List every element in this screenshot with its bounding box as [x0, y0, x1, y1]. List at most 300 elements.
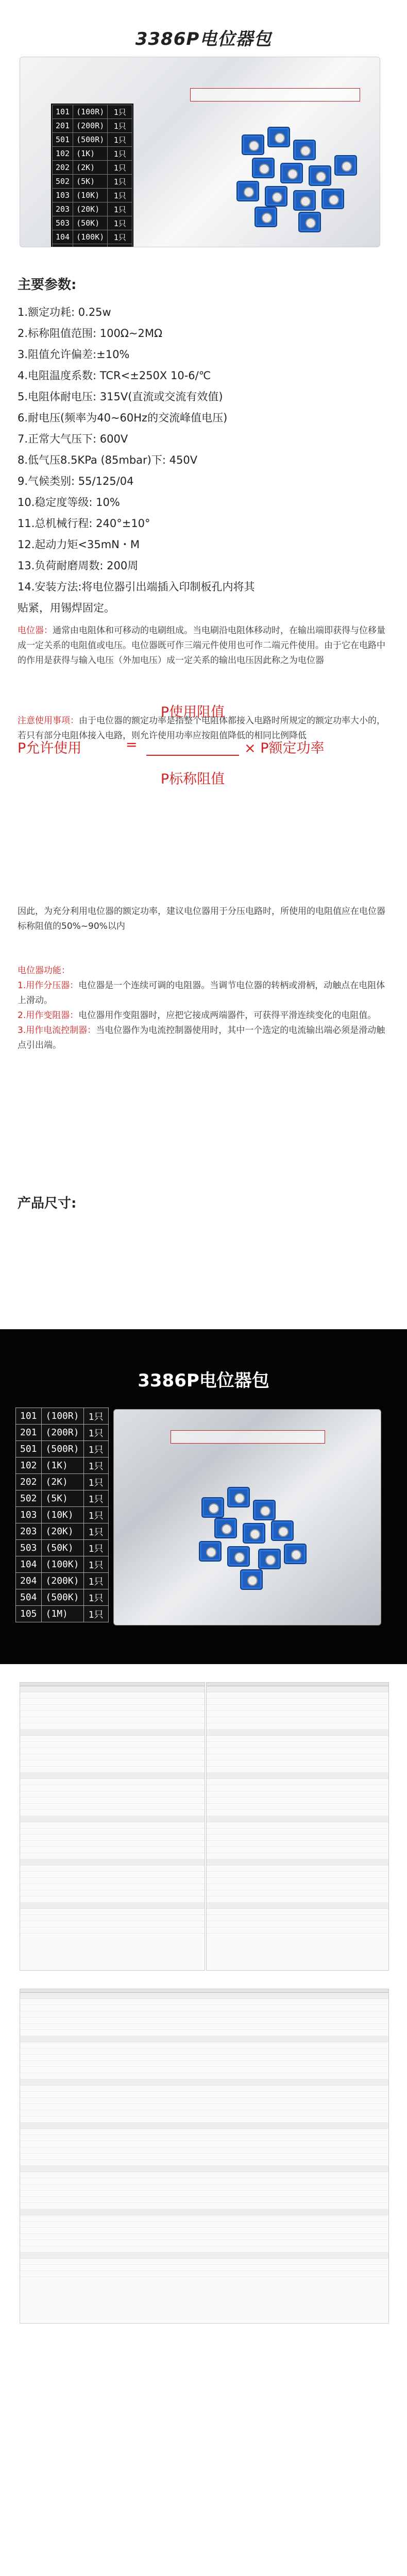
sheet-row	[207, 1816, 388, 1822]
sheet-row	[207, 1835, 388, 1841]
table-cell-code: 204	[16, 1573, 42, 1589]
sheet-row	[207, 1884, 388, 1890]
potentiometer-image	[243, 1523, 265, 1544]
sheet-row	[20, 2018, 388, 2024]
spec-item: 11.总机械行程: 240°±10°	[18, 517, 150, 530]
table-cell-qty: 1只	[83, 1556, 108, 1573]
product-title: 3386P电位器包	[135, 29, 272, 49]
sheet-row	[20, 1890, 205, 1896]
table-cell-code	[53, 244, 73, 248]
table-cell-code: 201	[16, 1425, 42, 1441]
formula-right-text: P额定功率	[260, 740, 325, 756]
table-cell-code: 103	[53, 189, 73, 202]
sheet-row	[207, 1890, 388, 1896]
sheet-row	[20, 1993, 388, 1999]
function-item	[18, 1008, 388, 1023]
sheet-row	[20, 1692, 205, 1699]
sheet-row	[207, 1730, 388, 1736]
sheet-row	[20, 1915, 205, 1921]
sheet-row	[20, 1723, 205, 1730]
sheet-row	[20, 1748, 205, 1754]
sheet-row	[20, 1736, 205, 1742]
sheet-row	[20, 1872, 205, 1878]
spec-item: 14.安装方法:将电位器引出端插入印制板孔内将其	[18, 581, 255, 593]
sheet-row	[20, 1866, 205, 1872]
table-row	[53, 133, 132, 147]
potentiometer-image	[214, 1518, 237, 1538]
sheet-row	[20, 2086, 388, 2092]
sheet-row	[207, 1748, 388, 1754]
table-row	[16, 1474, 109, 1490]
datasheet-section	[0, 1242, 407, 2535]
sheet-row	[20, 1847, 205, 1853]
function-text: 电位器用作变阻器时，应把它接成两端器件，可获得平滑连续变化的电阻值。	[78, 1010, 377, 1021]
sheet-row	[20, 1760, 205, 1767]
sheet-row	[20, 2073, 388, 2079]
sheet-row	[207, 1859, 388, 1866]
table-cell-ohm: (500K)	[41, 1589, 83, 1606]
sheet-row	[20, 1841, 205, 1847]
table-row	[16, 1573, 109, 1589]
specs-list	[18, 302, 388, 619]
sheet-row	[207, 1810, 388, 1816]
potentiometer-image	[240, 1569, 263, 1590]
sheet-row	[20, 1903, 205, 1909]
table-cell-qty: 1只	[108, 161, 132, 175]
sheet-row	[20, 2160, 388, 2166]
hero-section	[0, 0, 407, 268]
potentiometer-image	[265, 186, 287, 207]
table-row	[16, 1425, 109, 1441]
resistance-table	[14, 1406, 110, 1623]
table-cell-ohm: (500R)	[41, 1441, 83, 1458]
sheet-row	[20, 1859, 205, 1866]
potentiometer-image	[293, 190, 316, 211]
sheet-row	[20, 2055, 388, 2061]
table-cell-ohm: (100R)	[41, 1408, 83, 1425]
sheet-row	[20, 1828, 205, 1835]
table-cell-ohm: (100K)	[73, 230, 108, 244]
function-item	[18, 1023, 388, 1053]
potentiometer-image	[201, 1497, 224, 1518]
function-label: 1.用作分压器：	[18, 980, 79, 991]
sheet-row	[20, 1767, 205, 1773]
product-bag-image	[20, 57, 380, 247]
table-cell-qty: 1只	[83, 1441, 108, 1458]
potentiometer-image	[236, 181, 259, 201]
sheet-row	[207, 1804, 388, 1810]
table-cell-ohm: (200K)	[41, 1573, 83, 1589]
table-cell-ohm: (50K)	[73, 216, 108, 230]
sheet-row	[20, 2104, 388, 2110]
sheet-row	[20, 2197, 388, 2203]
table-cell-qty: 1只	[83, 1490, 108, 1507]
sheet-row	[20, 2116, 388, 2123]
sheet-row	[20, 1791, 205, 1798]
sheet-row	[20, 1798, 205, 1804]
sheet-row	[207, 1773, 388, 1779]
table-cell-ohm: (200R)	[41, 1425, 83, 1441]
functions-heading: 电位器功能：	[18, 965, 70, 976]
sheet-row	[20, 2191, 388, 2197]
sheet-row	[20, 1773, 205, 1779]
potentiometer-image	[284, 1544, 307, 1564]
potentiometer-image	[252, 158, 275, 178]
sheet-row	[20, 2005, 388, 2011]
definition-text: 通常由电阻体和可移动的电刷组成。当电刷沿电阻体移动时，在输出端即获得与位移量成一定关系的电阻值或电压。电位器既可作三端元件使用也可作二端元件使用。由于它在电路中的作用是获得与输入电压（外加电压）成一定关系的输出电压因此称之为电位器	[18, 625, 385, 666]
table-cell-code: 502	[16, 1490, 42, 1507]
table-cell-code: 501	[16, 1441, 42, 1458]
potentiometer-image	[242, 134, 264, 155]
table-cell-qty: 1只	[108, 175, 132, 189]
formula-right: × P额定功率	[244, 740, 325, 756]
sheet-row	[207, 1754, 388, 1760]
power-note-label: 注意使用事项：	[18, 716, 79, 726]
sheet-row	[20, 2215, 388, 2222]
spec-item: 1.额定功耗: 0.25w	[18, 306, 111, 318]
potentiometer-image	[267, 127, 290, 147]
power-note-text: 由于电位器的额定功率是指整个电阻体都接入电路时所规定的额定功率大小的，若只有部分电阻体接入电路，则允许使用功率应按阻值降低的相同比例降低	[18, 716, 385, 741]
table-cell-ohm: (500R)	[73, 133, 108, 147]
spec-item: 4.电阻温度系数: TCR<±250X 10-6/℃	[18, 369, 211, 382]
potentiometer-image	[309, 165, 331, 186]
table-row	[16, 1540, 109, 1556]
advice-paragraph: 因此，为充分利用电位器的额定功率，建议电位器用于分压电路时，所使用的电阻值应在电位器标称阻值的50%~90%以内	[18, 906, 385, 931]
table-row	[16, 1606, 109, 1622]
function-text: 电位器是一个连续可调的电阻器。当调节电位器的转柄或滑柄，动触点在电阻体上滑动。	[18, 980, 385, 1006]
sheet-row	[20, 1884, 205, 1890]
sheet-row	[20, 1896, 205, 1903]
table-cell-code: 503	[16, 1540, 42, 1556]
sheet-row	[20, 2030, 388, 2036]
sheet-row	[207, 1921, 388, 1927]
table-cell-qty: 1只	[83, 1408, 108, 1425]
table-cell-qty: 1只	[83, 1523, 108, 1540]
table-cell-code: 103	[16, 1507, 42, 1523]
table-row	[16, 1441, 109, 1458]
functions-list	[18, 978, 388, 1053]
spec-item: 3.阻值允许偏差:±10%	[18, 348, 130, 361]
sheet-row	[20, 1804, 205, 1810]
sheet-row	[20, 2135, 388, 2141]
sheet-row	[20, 1921, 205, 1927]
table-cell-ohm: (20K)	[73, 202, 108, 216]
table-row	[16, 1589, 109, 1606]
sheet-row	[20, 2147, 388, 2154]
table-cell-qty: 1只	[108, 105, 132, 119]
spec-item: 8.低气压8.5KPa (85mbar)下: 450V	[18, 454, 198, 466]
sheet-row	[20, 2110, 388, 2116]
sheet-row	[20, 2123, 388, 2129]
table-cell-qty: 1只	[83, 1458, 108, 1474]
table-cell-qty: 1只	[83, 1606, 108, 1622]
sheet-row	[20, 2166, 388, 2172]
spec-item: 12.起动力矩<35mN・M	[18, 538, 140, 551]
potentiometer-image	[321, 189, 344, 209]
resistance-table	[51, 104, 133, 247]
sheet-row	[207, 1847, 388, 1853]
potentiometer-image	[271, 1520, 294, 1541]
table-cell-code: 203	[53, 202, 73, 216]
table-cell-ohm: (5K)	[73, 175, 108, 189]
sheet-row	[20, 2172, 388, 2178]
sheet-row	[207, 1841, 388, 1847]
sheet-row	[20, 1730, 205, 1736]
sheet-row	[207, 1866, 388, 1872]
table-cell-qty: 1只	[108, 202, 132, 216]
sheet-row	[20, 2240, 388, 2246]
sheet-row	[20, 2011, 388, 2018]
table-row	[53, 105, 132, 119]
table-cell-ohm: (20K)	[41, 1523, 83, 1540]
table-row	[53, 202, 132, 216]
definition-label: 电位器：	[18, 625, 53, 636]
size-heading: 产品尺寸:	[18, 1196, 77, 1211]
formula-denominator: P标称阻值	[160, 771, 225, 787]
sheet-header	[20, 1989, 388, 1993]
sheet-row	[20, 1686, 205, 1692]
spec-item: 贴紧，用锡焊固定。	[18, 602, 115, 614]
table-cell-code: 104	[16, 1556, 42, 1573]
function-label: 3.用作电流控制器：	[18, 1025, 96, 1036]
sheet-row	[20, 2271, 388, 2277]
sheet-row	[20, 1853, 205, 1859]
table-row	[16, 1507, 109, 1523]
sheet-row	[207, 1903, 388, 1909]
potentiometer-image	[298, 212, 321, 232]
sheet-row	[20, 2079, 388, 2086]
sheet-row	[20, 1878, 205, 1884]
sheet-row	[20, 1754, 205, 1760]
table-cell-qty: 1只	[108, 189, 132, 202]
datasheet-image	[206, 1682, 389, 1971]
product-bag-image	[113, 1409, 381, 1625]
potentiometer-image	[258, 1549, 281, 1569]
sheet-row	[20, 1816, 205, 1822]
potentiometer-image	[253, 1500, 276, 1520]
sheet-row	[207, 1736, 388, 1742]
sheet-row	[20, 1927, 205, 1934]
spec-item: 13.负荷耐磨周数: 200周	[18, 560, 139, 572]
spec-item: 2.标称阻值范围: 100Ω~2MΩ	[18, 327, 163, 340]
sheet-row	[20, 1717, 205, 1723]
table-cell-code: 102	[53, 147, 73, 161]
spec-item: 6.耐电压(频率为40~60Hz的交流峰值电压)	[18, 412, 228, 424]
sheet-row	[20, 2092, 388, 2098]
table-cell-ohm: (1K)	[41, 1458, 83, 1474]
sheet-row	[207, 1791, 388, 1798]
table-cell-code: 201	[53, 119, 73, 133]
sheet-row	[20, 2228, 388, 2234]
sheet-row	[207, 1853, 388, 1859]
table-cell-code: 202	[16, 1474, 42, 1490]
table-cell-qty: 1只	[108, 133, 132, 147]
sheet-row	[207, 1692, 388, 1699]
sheet-row	[20, 1711, 205, 1717]
sheet-header	[207, 1683, 388, 1686]
table-row	[53, 216, 132, 230]
bag-label	[190, 88, 360, 101]
sheet-row	[20, 2154, 388, 2160]
potentiometer-image	[199, 1541, 222, 1562]
sheet-row	[20, 1909, 205, 1915]
sheet-row	[20, 2265, 388, 2271]
table-cell-code: 203	[16, 1523, 42, 1540]
datasheet-image	[20, 1682, 205, 1971]
sheet-row	[20, 2048, 388, 2055]
table-cell-code: 202	[53, 161, 73, 175]
sheet-row	[20, 2184, 388, 2191]
table-row	[16, 1458, 109, 1474]
table-row	[53, 161, 132, 175]
table-cell-qty: 1只	[83, 1425, 108, 1441]
sheet-row	[20, 2141, 388, 2147]
specs-heading: 主要参数:	[18, 277, 77, 293]
table-cell-qty: 1只	[83, 1507, 108, 1523]
table-cell-code: 102	[16, 1458, 42, 1474]
notes-section	[0, 904, 407, 1242]
sheet-row	[20, 2203, 388, 2209]
sheet-row	[20, 2024, 388, 2030]
datasheet-image	[20, 1989, 389, 2324]
spec-item: 9.气候类别: 55/125/04	[18, 475, 134, 487]
sheet-row	[207, 1927, 388, 1934]
potentiometer-image	[334, 155, 357, 176]
sheet-row	[20, 1699, 205, 1705]
table-cell-code: 101	[16, 1408, 42, 1425]
table-cell-qty: 1只	[83, 1589, 108, 1606]
sheet-row	[207, 1779, 388, 1785]
table-cell-ohm: (10K)	[73, 189, 108, 202]
sheet-row	[207, 1767, 388, 1773]
sheet-row	[207, 1785, 388, 1791]
sheet-row	[207, 1878, 388, 1884]
table-cell-ohm: (100K)	[41, 1556, 83, 1573]
potentiometer-image	[255, 207, 277, 227]
table-cell-ohm: (50K)	[41, 1540, 83, 1556]
sheet-row	[20, 1835, 205, 1841]
table-row	[53, 189, 132, 202]
sheet-row	[20, 2129, 388, 2135]
sheet-row	[20, 2252, 388, 2259]
spec-item: 10.稳定度等级: 10%	[18, 496, 120, 509]
potentiometer-image	[227, 1487, 250, 1507]
dark-product-banner	[0, 1329, 407, 1664]
definition-paragraph	[18, 623, 388, 668]
formula-equals: =	[126, 737, 138, 753]
sheet-row	[207, 1872, 388, 1878]
sheet-row	[207, 1723, 388, 1730]
table-row	[16, 1490, 109, 1507]
table-row	[53, 230, 132, 244]
sheet-row	[207, 1760, 388, 1767]
table-cell-qty	[108, 244, 132, 248]
table-cell-qty: 1只	[83, 1540, 108, 1556]
sheet-row	[207, 1686, 388, 1692]
function-label: 2.用作变阻器：	[18, 1010, 79, 1021]
sheet-row	[20, 2246, 388, 2252]
table-cell-code: 104	[53, 230, 73, 244]
table-cell-ohm: (2K)	[73, 161, 108, 175]
table-cell-qty: 1只	[83, 1573, 108, 1589]
sheet-header	[20, 1683, 205, 1686]
sheet-row	[207, 1711, 388, 1717]
table-cell-ohm: (100R)	[73, 105, 108, 119]
table-cell-code: 504	[16, 1589, 42, 1606]
photo-section	[0, 2535, 407, 2576]
table-cell-qty: 1只	[83, 1474, 108, 1490]
sheet-row	[20, 2178, 388, 2184]
table-cell-qty: 1只	[108, 147, 132, 161]
sheet-row	[20, 1779, 205, 1785]
table-row	[53, 175, 132, 189]
sheet-row	[207, 1896, 388, 1903]
sheet-row	[20, 1742, 205, 1748]
table-cell-code: 101	[53, 105, 73, 119]
sheet-row	[20, 1705, 205, 1711]
formula-numerator: P使用阻值	[160, 704, 225, 720]
table-cell-code: 501	[53, 133, 73, 147]
functions-block	[18, 963, 388, 1053]
potentiometer-image	[280, 163, 303, 183]
table-row	[16, 1556, 109, 1573]
table-cell-ohm	[73, 244, 108, 248]
function-text: 当电位器作为电流控制器使用时，其中一个选定的电流输出端必须是滑动触点引出端。	[18, 1025, 385, 1050]
table-cell-ohm: (200R)	[73, 119, 108, 133]
sheet-row	[20, 2209, 388, 2215]
table-cell-ohm: (5K)	[41, 1490, 83, 1507]
table-cell-ohm: (1K)	[73, 147, 108, 161]
sheet-row	[207, 1705, 388, 1711]
sheet-row	[207, 1798, 388, 1804]
table-cell-ohm: (1M)	[41, 1606, 83, 1622]
sheet-row	[207, 1699, 388, 1705]
formula-left: P允许使用	[18, 740, 82, 756]
sheet-row	[20, 2061, 388, 2067]
table-row	[53, 244, 132, 248]
sheet-row	[20, 1785, 205, 1791]
specs-section	[0, 268, 407, 904]
sheet-row	[20, 2067, 388, 2073]
potentiometer-image	[227, 1546, 250, 1567]
sheet-row	[207, 1909, 388, 1915]
sheet-row	[207, 1717, 388, 1723]
sheet-row	[207, 1915, 388, 1921]
sheet-row	[20, 2234, 388, 2240]
bag-label	[171, 1430, 325, 1444]
table-cell-qty: 1只	[108, 216, 132, 230]
sheet-row	[20, 2259, 388, 2265]
sheet-row	[20, 2098, 388, 2104]
sheet-row	[207, 1828, 388, 1835]
sheet-row	[20, 2042, 388, 2048]
spec-item: 5.电阻体耐电压: 315V(直流或交流有效值)	[18, 391, 223, 403]
table-row	[53, 147, 132, 161]
table-row	[16, 1523, 109, 1540]
sheet-row	[20, 1999, 388, 2005]
table-cell-qty: 1只	[108, 230, 132, 244]
sheet-row	[207, 1742, 388, 1748]
table-row	[53, 119, 132, 133]
function-item	[18, 978, 388, 1008]
sheet-row	[20, 1810, 205, 1816]
table-cell-code: 105	[16, 1606, 42, 1622]
sheet-row	[20, 2222, 388, 2228]
sheet-row	[20, 1822, 205, 1828]
table-cell-qty: 1只	[108, 119, 132, 133]
potentiometer-image	[293, 140, 316, 160]
table-cell-ohm: (10K)	[41, 1507, 83, 1523]
